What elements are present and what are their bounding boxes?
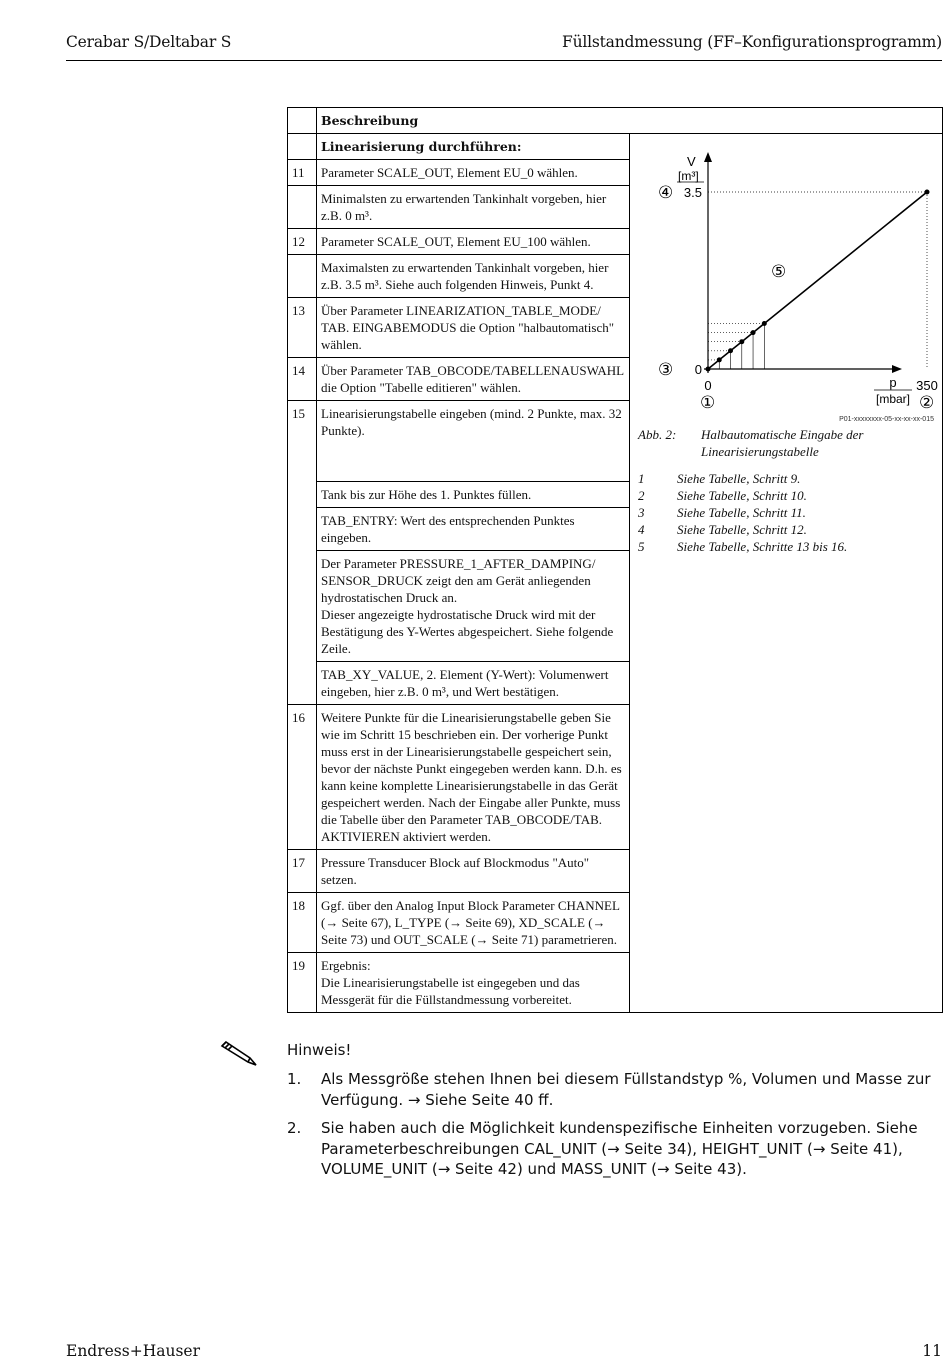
note-list — [287, 1069, 943, 1188]
x-axis-arrow — [892, 365, 902, 373]
step-text: Weitere Punkte für die Linearisierungstabelle geben Sie wie im Schritt 15 beschrieben ein. Der vorherige Punkt muss erst in der Linearisierungstabelle gespeichert sein, bevor der nächste Punkt eingegeben werden kann. D.h. es kann keine komplette Linearisierungstabelle in das Gerät gespeichert werden. Nach der Eingabe aller Punkte, muss die Tabelle über den Parameter TAB_OBCODE/TAB. AKTIVIEREN aktiviert werden. — [317, 705, 630, 850]
step-number — [288, 255, 317, 298]
step-text: Über Parameter TAB_OBCODE/TABELLENAUSWAHL die Option "Tabelle editieren" wählen. — [317, 358, 630, 401]
figure-legend — [638, 470, 847, 555]
step-number — [288, 186, 317, 229]
data-point — [762, 321, 767, 326]
figure-caption — [638, 426, 938, 460]
y-axis-unit: [m³] — [678, 169, 699, 183]
step-text-line: Dieser angezeigte hydrostatische Druck wird mit der Bestätigung des Y-Wertes abgespeichert. Siehe folgende Zeile. — [321, 607, 614, 656]
caption-label: Abb. 2: — [638, 427, 677, 442]
note-title: Hinweis! — [287, 1041, 352, 1059]
table-head: Beschreibung — [317, 108, 943, 134]
data-point — [925, 190, 930, 195]
note-text: Sie haben auch die Möglichkeit kundenspezifische Einheiten vorzugeben. Siehe Parameterbeschreibungen CAL_UNIT (→ Seite 34), HEIGHT_UNIT (→ Seite 41), VOLUME_UNIT (→ Seite 42) und MASS_UNIT (→ Seite 43). — [321, 1119, 918, 1178]
note-item — [287, 1069, 943, 1110]
legend-item — [638, 538, 847, 555]
legend-text: Siehe Tabelle, Schritt 12. — [677, 522, 807, 537]
data-point — [739, 339, 744, 344]
x-tick-zero: 0 — [704, 378, 712, 393]
footer-left: Endress+Hauser — [66, 1342, 200, 1360]
legend-text: Siehe Tabelle, Schritte 13 bis 16. — [677, 539, 848, 554]
x-tick-max: 350 — [916, 378, 938, 393]
header-rule — [66, 60, 942, 61]
legend-number: 3 — [638, 505, 645, 520]
legend-text: Siehe Tabelle, Schritt 9. — [677, 471, 801, 486]
step-text: TAB_ENTRY: Wert des entsprechenden Punktes eingeben. — [317, 508, 630, 551]
step-number: 13 — [288, 298, 317, 358]
step-number: 15 — [288, 401, 317, 705]
note-number: 2. — [287, 1119, 302, 1137]
step-text-line: Die Linearisierungstabelle ist eingegeben und das Messgerät für die Füllstandmessung vorbereitet. — [321, 975, 580, 1007]
step-number: 12 — [288, 229, 317, 255]
legend-item — [638, 487, 847, 504]
y-axis-label: V — [687, 154, 696, 169]
note-number: 1. — [287, 1070, 302, 1088]
note-item — [287, 1118, 943, 1180]
legend-text: Siehe Tabelle, Schritt 11. — [677, 505, 806, 520]
step-text — [317, 551, 630, 662]
step-text: Linearisierungstabelle eingeben (mind. 2 Punkte, max. 32 Punkte). — [317, 401, 630, 482]
step-text: Parameter SCALE_OUT, Element EU_100 wählen. — [317, 229, 630, 255]
step-number: 14 — [288, 358, 317, 401]
marker-1: ① — [700, 393, 716, 413]
data-point — [728, 348, 733, 353]
y-axis-arrow — [704, 152, 712, 162]
step-text: TAB_XY_VALUE, 2. Element (Y-Wert): Volumenwert eingeben, hier z.B. 0 m³, und Wert bestätigen. — [317, 662, 630, 705]
table-section-row — [288, 134, 943, 160]
step-number: 16 — [288, 705, 317, 850]
figure — [634, 138, 938, 1008]
data-point — [751, 330, 756, 335]
table-head-num — [288, 108, 317, 134]
legend-item — [638, 470, 847, 487]
figure-code: P01-xxxxxxxx-05-xx-xx-xx-015 — [839, 416, 934, 423]
x-axis-label: p — [889, 375, 897, 390]
legend-item — [638, 504, 847, 521]
step-text-line: Der Parameter PRESSURE_1_AFTER_DAMPING/ SENSOR_DRUCK zeigt den am Gerät anliegenden hydrostatischen Druck an. — [321, 556, 596, 605]
step-number: 17 — [288, 850, 317, 893]
marker-2: ② — [919, 393, 935, 413]
pencil-note-icon — [218, 1038, 260, 1070]
legend-number: 1 — [638, 471, 645, 486]
legend-number: 4 — [638, 522, 645, 537]
x-axis-unit: [mbar] — [875, 392, 911, 406]
step-text: Pressure Transducer Block auf Blockmodus "Auto" setzen. — [317, 850, 630, 893]
legend-number: 5 — [638, 539, 645, 554]
step-number: 19 — [288, 953, 317, 1013]
table-section: Linearisierung durchführen: — [317, 134, 630, 160]
marker-4: ④ — [658, 183, 674, 203]
header-left: Cerabar S/Deltabar S — [66, 33, 232, 51]
y-tick-zero: 0 — [694, 362, 702, 377]
note-text: Als Messgröße stehen Ihnen bei diesem Füllstandstyp %, Volumen und Masse zur Verfügung. → Siehe Seite 40 ff. — [321, 1070, 931, 1109]
step-text: Über Parameter LINEARIZATION_TABLE_MODE/ TAB. EINGABEMODUS die Option "halbautomatisch" wählen. — [317, 298, 630, 358]
caption-text: Halbautomatische Eingabe der Linearisierungstabelle — [701, 427, 864, 459]
step-number: 18 — [288, 893, 317, 953]
legend-text: Siehe Tabelle, Schritt 10. — [677, 488, 807, 503]
figure-cell — [630, 134, 943, 1013]
step-text — [317, 953, 630, 1013]
marker-5: ⑤ — [771, 262, 787, 282]
legend-item — [638, 521, 847, 538]
step-text: Ggf. über den Analog Input Block Parameter CHANNEL (→ Seite 67), L_TYPE (→ Seite 69), XD_SCALE (→ Seite 73) und OUT_SCALE (→ Seite 71) parametrieren. — [317, 893, 630, 953]
data-point — [706, 367, 711, 372]
step-text: Minimalsten zu erwartenden Tankinhalt vorgeben, hier z.B. 0 m³. — [317, 186, 630, 229]
footer-page-number: 11 — [922, 1342, 942, 1360]
step-text: Maximalsten zu erwartenden Tankinhalt vorgeben, hier z.B. 3.5 m³. Siehe auch folgenden Hinweis, Punkt 4. — [317, 255, 630, 298]
table-head-row — [288, 108, 943, 134]
step-text: Parameter SCALE_OUT, Element EU_0 wählen. — [317, 160, 630, 186]
linearization-chart — [634, 138, 946, 418]
marker-3: ③ — [658, 360, 674, 380]
data-point — [717, 357, 722, 362]
step-text-line: Ergebnis: — [321, 958, 371, 973]
header-right: Füllstandmessung (FF–Konfigurationsprogramm) — [562, 33, 942, 51]
step-text: Tank bis zur Höhe des 1. Punktes füllen. — [317, 482, 630, 508]
procedure-table — [287, 107, 943, 1013]
y-tick-max: 3.5 — [683, 185, 702, 200]
step-number: 11 — [288, 160, 317, 186]
legend-number: 2 — [638, 488, 645, 503]
